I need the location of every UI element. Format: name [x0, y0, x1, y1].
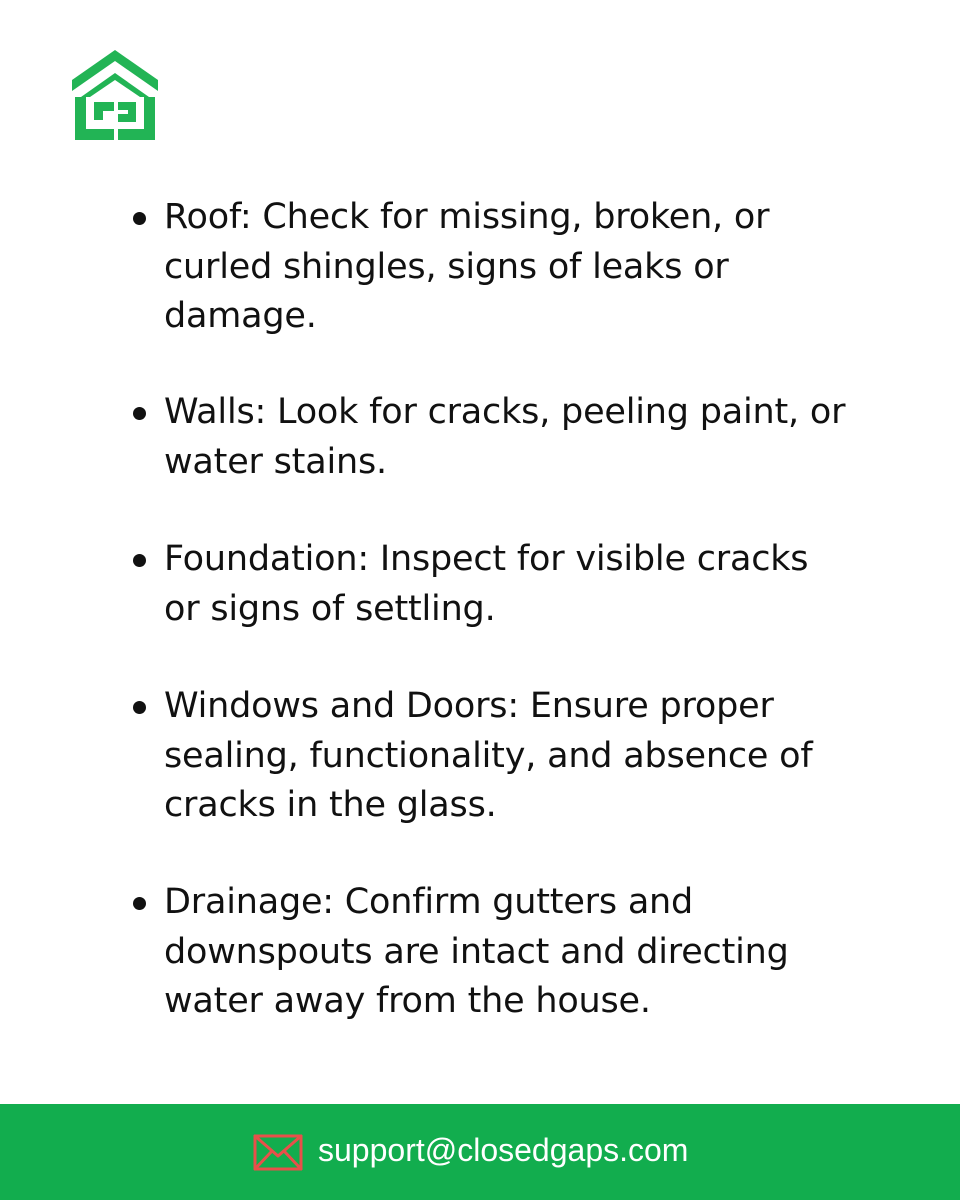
item-text-line: Foundation: Inspect for visible cracks	[164, 539, 809, 579]
item-text-line: water stains.	[164, 441, 387, 482]
item-text-line: or signs of settling.	[164, 588, 496, 629]
checklist-item-drainage	[164, 878, 924, 1027]
item-text-line: Walls: Look for cracks, peeling paint, or	[164, 392, 846, 432]
bullet-point	[133, 212, 146, 225]
bullet-point	[133, 407, 146, 420]
support-email-link[interactable]: support@closedgaps.com	[318, 1132, 689, 1168]
bullet-point	[133, 554, 146, 567]
checklist-item-windows-doors	[164, 682, 924, 831]
bullet-point	[133, 701, 146, 714]
item-text-line: water away from the house.	[164, 981, 651, 1021]
item-text-line: sealing, functionality, and absence of	[164, 735, 813, 776]
item-text-line: damage.	[164, 296, 317, 336]
checklist-item-foundation	[164, 535, 924, 634]
checklist-item-roof	[164, 193, 924, 342]
checklist-item-walls	[164, 388, 924, 487]
item-text-line: Windows and Doors: Ensure proper	[164, 686, 774, 726]
item-text-line: curled shingles, signs of leaks or	[164, 246, 729, 287]
item-text-line: cracks in the glass.	[164, 785, 497, 825]
bullet-point	[133, 897, 146, 910]
item-text-line: Drainage: Confirm gutters and	[164, 882, 694, 922]
envelope-icon	[253, 1134, 303, 1171]
item-text-line: Roof: Check for missing, broken, or	[164, 197, 770, 237]
item-text-line: downspouts are intact and directing	[164, 931, 789, 972]
